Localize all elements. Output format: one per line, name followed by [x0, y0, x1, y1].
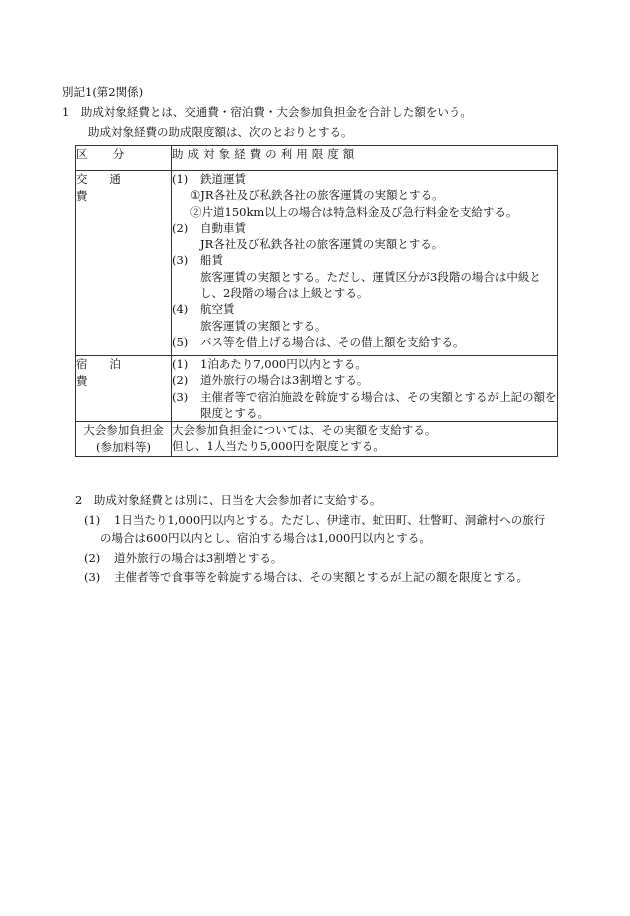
transport-item-1-sub-1: ①JR各社及び私鉄各社の旅客運賃の実額とする。 [190, 188, 444, 203]
category-lodging: 宿泊費 [76, 356, 172, 422]
category-transport: 交通費 [76, 171, 172, 356]
transport-item-1: (1) 鉄道運賃 [172, 172, 246, 186]
transport-item-4: (4) 航空賃 [172, 302, 235, 317]
category-fee-line2: (参加料等) [96, 440, 151, 455]
section2-heading: 2 助成対象経費とは別に、日当を大会参加者に支給する。 [75, 493, 382, 507]
col-header-category: 区分 [76, 146, 172, 171]
lodging-item-3: (3) 主催者等で宿泊施設を斡旋する場合は、その実額とするが上記の額を限度とする。 [172, 389, 557, 420]
section1-line1: 1 助成対象経費とは、交通費・宿泊費・大会参加負担金を合計した額をいう。 [62, 105, 472, 119]
section1-line2: 助成対象経費の助成限度額は、次のとおりとする。 [88, 125, 353, 139]
transport-content [172, 171, 558, 356]
table-header-row [76, 146, 558, 171]
appendix-header: 別記1(第2関係) [62, 85, 144, 99]
limits-table [75, 145, 558, 457]
category-fee-line1: 大会参加負担金 [83, 423, 164, 438]
section2-item-1-line2: の場合は600円以内とし、宿泊する場合は1,000円以内とする。 [100, 531, 431, 545]
col-header-limit: 助成対象経費の利用限度額 [172, 146, 558, 171]
table-row-fee [76, 422, 558, 457]
section2-item-3: (3) 主催者等で食事等を斡旋する場合は、その実額とするが上記の額を限度とする。 [84, 570, 528, 584]
section2-item-1: (1) 1日当たり1,000円以内とする。ただし、伊達市、虻田町、壮瞥町、洞爺村への旅行 [84, 513, 546, 527]
transport-item-5: (5) バス等を借上げる場合は、その借上額を支給する。 [172, 334, 465, 349]
transport-item-1-sub-2: ②片道150km以上の場合は特急料金及び急行料金を支給する。 [190, 204, 518, 219]
fee-line2: 但し、1人当たり5,000円を限度とする。 [172, 439, 385, 454]
category-fee [76, 422, 172, 457]
lodging-item-1: (1) 1泊あたり7,000円以内とする。 [172, 357, 367, 371]
lodging-item-2: (2) 道外旅行の場合は3割増とする。 [172, 373, 369, 388]
transport-item-3: (3) 船賃 [172, 253, 223, 268]
transport-item-3-sub: 旅客運賃の実額とする。ただし、運賃区分が3段階の場合は中級とし、2段階の場合は上級とする。 [200, 269, 541, 301]
transport-item-4-sub: 旅客運賃の実額とする。 [200, 318, 327, 333]
transport-item-2: (2) 自動車賃 [172, 220, 246, 235]
lodging-content [172, 356, 558, 422]
fee-line1: 大会参加負担金については、その実額を支給する。 [172, 423, 437, 438]
table-row-transport [76, 171, 558, 356]
transport-item-2-sub: JR各社及び私鉄各社の旅客運賃の実額とする。 [200, 237, 444, 252]
table-row-lodging [76, 356, 558, 422]
fee-content [172, 422, 558, 457]
section2-item-2: (2) 道外旅行の場合は3割増とする。 [84, 551, 283, 565]
